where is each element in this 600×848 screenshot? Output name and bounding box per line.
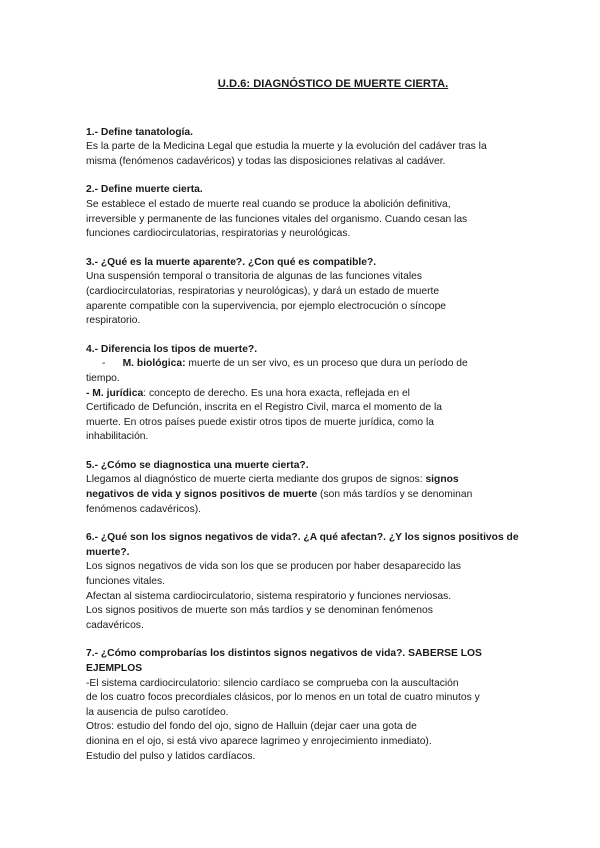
answer-line xyxy=(86,488,560,503)
question-6: 6.- ¿Qué son los signos negativos de vida?. ¿A qué afectan?. ¿Y los signos positivos de xyxy=(86,532,519,544)
answer-line: Otros: estudio del fondo del ojo, signo de Halluin (dejar caer una gota de xyxy=(86,721,417,733)
section-5 xyxy=(86,459,560,517)
section-7 xyxy=(86,647,560,764)
answer-line: misma (fenómenos cadavéricos) y todas las disposiciones relativas al cadáver. xyxy=(86,155,446,167)
answer-line: respiratorio. xyxy=(86,315,141,327)
answer-line: funciones cardiocirculatorias, respiratorias y neurológicas. xyxy=(86,228,351,240)
answer-line: funciones vitales. xyxy=(86,576,165,588)
emphasis-text: signos xyxy=(425,474,459,486)
term-juridica-text: : concepto de derecho. Es una hora exacta, reflejada en el xyxy=(143,387,410,399)
answer-line: (cardiocirculatorias, respiratorias y neurológicas), y dará un estado de muerte xyxy=(86,285,440,297)
question-3: 3.- ¿Qué es la muerte aparente?. ¿Con qué es compatible?. xyxy=(86,256,377,268)
term-biologica: M. biológica: xyxy=(122,358,186,370)
answer-line: la ausencia de pulso carotídeo. xyxy=(86,706,229,718)
answer-line: de los cuatro focos precordiales clásicos, por lo menos en un total de cuatro minutos y xyxy=(86,692,480,704)
answer-line xyxy=(86,357,560,372)
answer-line xyxy=(86,387,560,402)
answer-line: Estudio del pulso y latidos cardíacos. xyxy=(86,750,256,762)
answer-line: irreversible y permanente de las funciones vitales del organismo. Cuando cesan las xyxy=(86,213,468,225)
section-4 xyxy=(86,343,560,445)
answer-text: Llegamos al diagnóstico de muerte cierta mediante dos grupos de signos: xyxy=(86,474,426,486)
page-title: U.D.6: DIAGNÓSTICO DE MUERTE CIERTA. xyxy=(217,78,449,90)
answer-line: inhabilitación. xyxy=(86,431,149,443)
answer-line: Es la parte de la Medicina Legal que estudia la muerte y la evolución del cadáver tras la xyxy=(86,141,487,153)
answer-text: (son más tardíos y se denominan xyxy=(317,489,473,501)
section-6 xyxy=(86,531,560,633)
section-3 xyxy=(86,256,560,329)
answer-line: fenómenos cadavéricos). xyxy=(86,503,202,515)
question-5: 5.- ¿Cómo se diagnostica una muerte cierta?. xyxy=(86,459,309,471)
question-2: 2.- Define muerte cierta. xyxy=(86,184,203,196)
answer-line: dionina en el ojo, si está vivo aparece lagrimeo y enrojecimiento inmediato). xyxy=(86,735,432,747)
section-2 xyxy=(86,183,560,241)
question-1: 1.- Define tanatología. xyxy=(86,126,193,138)
answer-line: Se establece el estado de muerte real cuando se produce la abolición definitiva, xyxy=(86,198,451,210)
question-7: 7.- ¿Cómo comprobarías los distintos signos negativos de vida?. SABERSE LOS xyxy=(86,648,482,660)
section-1 xyxy=(86,126,560,170)
emphasis-text: negativos de vida y signos positivos de muerte xyxy=(86,489,318,501)
question-6-cont: muerte?. xyxy=(86,546,130,558)
answer-line: cadavéricos. xyxy=(86,619,144,631)
answer-line: Certificado de Defunción, inscrita en el Registro Civil, marca el momento de la xyxy=(86,402,442,414)
term-biologica-text: muerte de un ser vivo, es un proceso que dura un período de xyxy=(185,358,468,370)
answer-line: Una suspensión temporal o transitoria de algunas de las funciones vitales xyxy=(86,271,422,283)
term-juridica: - M. jurídica xyxy=(86,387,144,399)
bullet-dash: - xyxy=(102,358,106,370)
question-4: 4.- Diferencia los tipos de muerte?. xyxy=(86,343,258,355)
answer-line: muerte. En otros países puede existir otros tipos de muerte jurídica, como la xyxy=(86,416,434,428)
question-7-cont: EJEMPLOS xyxy=(86,663,143,674)
answer-line: Los signos positivos de muerte son más tardíos y se denominan fenómenos xyxy=(86,605,433,617)
answer-line: Afectan al sistema cardiocirculatorio, sistema respiratorio y funciones nerviosas. xyxy=(86,590,452,602)
answer-line: tiempo. xyxy=(86,372,120,384)
answer-line: aparente compatible con la supervivencia, por ejemplo electrocución o síncope xyxy=(86,300,447,312)
answer-line: -El sistema cardiocirculatorio: silencio cardíaco se comprueba con la auscultación xyxy=(86,677,459,689)
answer-line xyxy=(86,473,560,488)
answer-line: Los signos negativos de vida son los que se producen por haber desaparecido las xyxy=(86,561,461,573)
